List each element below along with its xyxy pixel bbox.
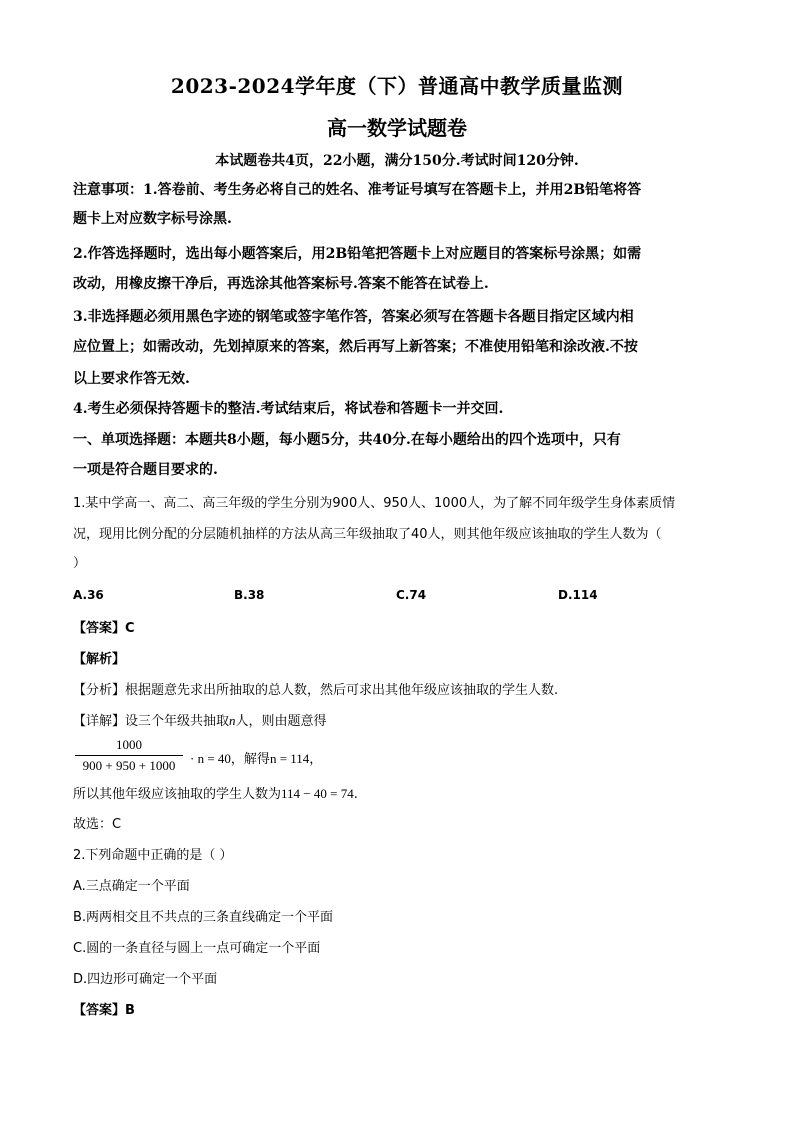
- q1-stem-line-2: 况，现用比例分配的分层随机抽样的方法从高三年级抽取了40人，则其他年级应该抽取的学生人数为（: [73, 527, 662, 542]
- q1-detail-line: [73, 711, 723, 732]
- q1-conclusion-text: 所以其他年级应该抽取的学生人数为: [73, 787, 282, 802]
- q2-stem: 2.下列命题中正确的是（ ）: [73, 848, 233, 863]
- notes-line-3: 2.作答选择题时，选出每小题答案后，用2B铅笔把答题卡上对应题目的答案标号涂黑；如需: [73, 246, 642, 262]
- notes-line-4: 改动，用橡皮擦干净后，再选涂其他答案标号.答案不能答在试卷上.: [73, 276, 489, 292]
- notes-line-2: 题卡上对应数字标号涂黑.: [73, 211, 232, 227]
- q1-option-c: C.74: [396, 588, 427, 602]
- q1-equation-line: [190, 748, 322, 767]
- q1-stem-line-1: 1.某中学高一、高二、高三年级的学生分别为900人、950人、1000人，为了解不同年级学生身体素质情: [73, 496, 676, 511]
- q1-fenxi: 【分析】根据题意先求出所抽取的总人数，然后可求出其他年级应该抽取的学生人数.: [73, 683, 559, 698]
- section-heading-line-1: 一、单项选择题：本题共8小题，每小题5分，共40分.在每小题给出的四个选项中，只有: [73, 432, 621, 448]
- q1-detail-prefix: 【详解】设三个年级共抽取: [73, 714, 230, 729]
- q1-fraction: [73, 737, 185, 776]
- q1-fraction-numerator: 1000: [116, 737, 142, 752]
- q1-detail-suffix: 人，则由题意得: [235, 714, 327, 729]
- notes-line-1: 注意事项：1.答卷前、考生务必将自己的姓名、准考证号填写在答题卡上，并用2B铅笔将答: [73, 182, 642, 198]
- q1-solve-text: ，解得: [230, 752, 270, 767]
- q1-option-d: D.114: [558, 588, 598, 602]
- q1-detail-var: n: [229, 713, 236, 728]
- exam-subtitle: 高一数学试题卷: [327, 116, 467, 140]
- notes-line-8: 4.考生必须保持答题卡的整洁.考试结束后，将试卷和答题卡一并交回.: [73, 401, 504, 417]
- q2-answer: 【答案】B: [73, 1003, 135, 1018]
- exam-intro: 本试题卷共4页，22小题，满分150分.考试时间120分钟.: [215, 153, 579, 169]
- q1-eq1: · n = 40: [190, 751, 231, 766]
- section-heading-line-2: 一项是符合题目要求的.: [73, 462, 218, 478]
- q1-comma: ，: [309, 752, 323, 767]
- notes-line-5: 3.非选择题必须用黑色字迹的钢笔或签字笔作答，答案必须写在答题卡各题目指定区域内相: [73, 309, 634, 325]
- q1-fraction-denominator: 900 + 950 + 1000: [82, 758, 176, 773]
- q1-eq3: 114 − 40 = 74: [281, 786, 354, 801]
- notes-line-6: 应位置上；如需改动，先划掉原来的答案，然后再写上新答案；不准使用铅笔和涂改液.不按: [73, 339, 638, 355]
- q1-option-b: B.38: [234, 588, 265, 602]
- q2-option-b: B.两两相交且不共点的三条直线确定一个平面: [73, 910, 334, 925]
- q1-conclusion-line: [73, 784, 723, 805]
- q1-period: .: [353, 787, 358, 802]
- q2-option-c: C.圆的一条直径与圆上一点可确定一个平面: [73, 941, 321, 956]
- exam-title: 2023-2024学年度（下）普通高中教学质量监测: [170, 74, 624, 98]
- q1-analysis-label: 【解析】: [73, 652, 126, 667]
- q1-option-a: A.36: [73, 588, 104, 602]
- q2-option-d: D.四边形可确定一个平面: [73, 972, 218, 987]
- q1-eq2: n = 114: [269, 751, 310, 766]
- q1-answer: 【答案】C: [73, 621, 135, 636]
- q1-stem-line-3: ）: [73, 556, 87, 571]
- q2-option-a: A.三点确定一个平面: [73, 879, 190, 894]
- q1-choice: 故选：C: [73, 817, 122, 832]
- notes-line-7: 以上要求作答无效.: [73, 371, 190, 387]
